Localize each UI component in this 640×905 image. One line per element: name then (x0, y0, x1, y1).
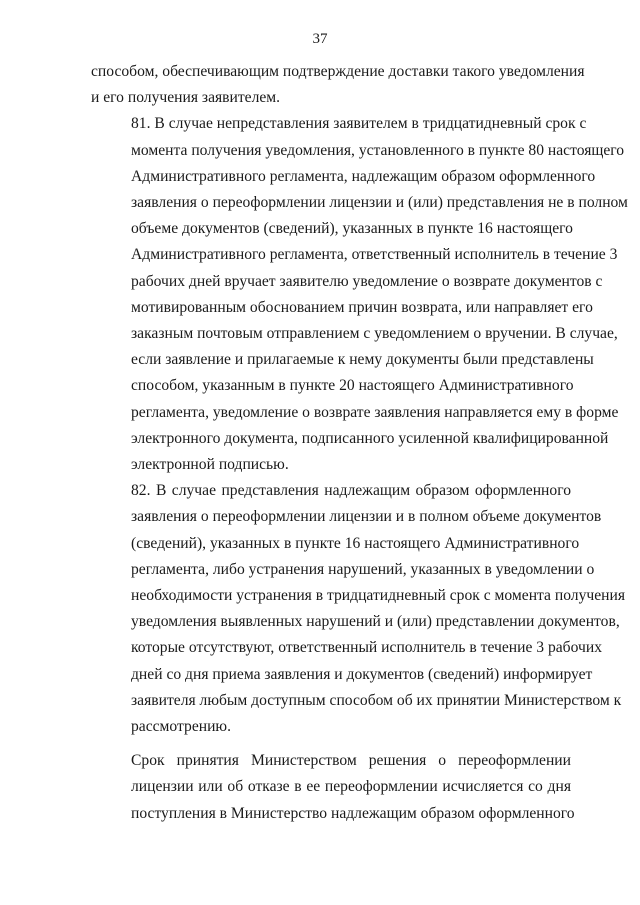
text-line: рассмотрению. (131, 718, 231, 736)
text-line: объеме документов (сведений), указанных в пункте 16 настоящего (131, 220, 573, 238)
text-line: электронного документа, подписанного усиленной квалифицированной (131, 429, 609, 447)
text-line: регламента, уведомление о возврате заявления направляется ему в форме (131, 403, 619, 421)
document-body (91, 59, 628, 827)
text-line: которые отсутствуют, ответственный исполнитель в течение 3 рабочих (131, 639, 602, 657)
text-line: (сведений), указанных в пункте 16 настоящего Административного (131, 534, 580, 552)
text-line: момента получения уведомления, установленного в пункте 80 настоящего (131, 141, 625, 159)
text-line: лицензии или об отказе в ее переоформлении исчисляется со дня (131, 778, 571, 796)
text-line: рабочих дней вручает заявителю уведомление о возврате документов с (131, 272, 603, 290)
text-line: Срок принятия Министерством решения о переоформлении (131, 752, 571, 770)
text-line: заявления о переоформлении лицензии и в полном объеме документов (131, 508, 602, 526)
text-line: и его получения заявителем. (91, 89, 281, 107)
paragraph-82 (91, 478, 626, 740)
page-number: 37 (312, 31, 328, 47)
text-line: мотивированным обоснованием причин возврата, или направляет его (131, 298, 593, 316)
text-line: заказным почтовым отправлением с уведомлением о вручении. В случае, (131, 325, 618, 343)
text-line: регламента, либо устранения нарушений, указанных в уведомлении о (131, 560, 595, 578)
text-line: 82. В случае представления надлежащим образом оформленного (131, 482, 571, 500)
text-line: дней со дня приема заявления и документов (сведений) информирует (131, 665, 593, 683)
text-line: если заявление и прилагаемые к нему документы были представлены (131, 351, 594, 369)
text-line: заявления о переоформлении лицензии и (или) представления не в полном (131, 194, 628, 212)
text-line: Административного регламента, ответственный исполнитель в течение 3 (131, 246, 618, 264)
text-line: способом, обеспечивающим подтверждение доставки такого уведомления (91, 63, 585, 80)
text-line: Административного регламента, надлежащим образом оформленного (131, 167, 596, 185)
text-line: 81. В случае непредставления заявителем в тридцатидневный срок с (131, 115, 587, 133)
text-line: электронной подписью. (131, 456, 289, 474)
paragraph-81 (91, 111, 628, 478)
text-line: способом, указанным в пункте 20 настоящего Административного (131, 377, 574, 395)
paragraph-srok (91, 748, 575, 827)
text-line: уведомления выявленных нарушений и (или) представлении документов, (131, 613, 620, 631)
text-line: поступления в Министерство надлежащим образом оформленного (131, 804, 575, 822)
text-line: необходимости устранения в тридцатидневный срок с момента получения (131, 587, 626, 605)
paragraph-continuation (91, 59, 585, 111)
text-line: заявителя любым доступным способом об их принятии Министерством к (131, 691, 622, 709)
